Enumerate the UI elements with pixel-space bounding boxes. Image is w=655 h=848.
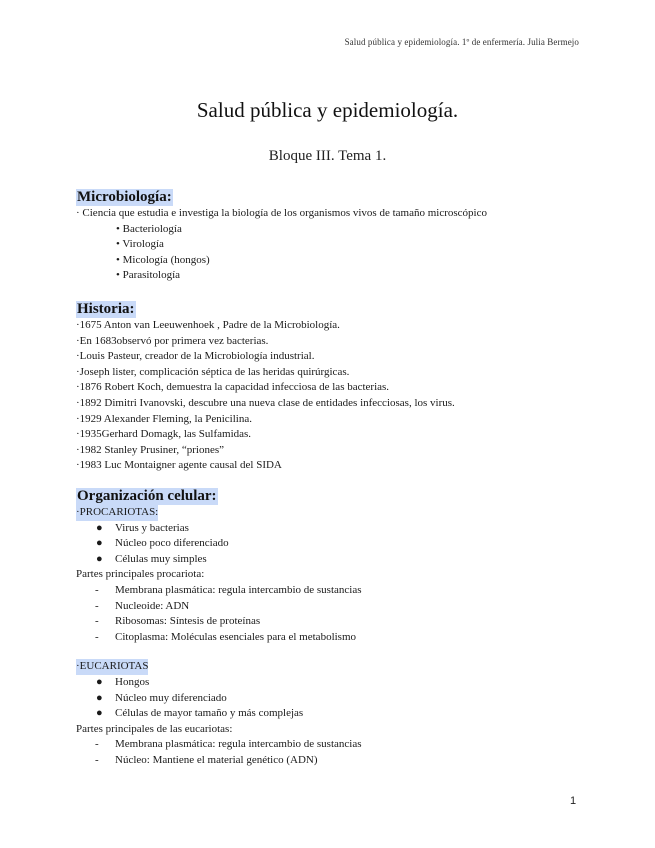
dash-icon: - xyxy=(95,615,99,628)
list-item: - Membrana plasmática: regula intercambio de sustancias xyxy=(76,737,596,753)
history-item: ·En 1683observó por primera vez bacterias. xyxy=(76,334,269,347)
branch-item: • Bacteriología xyxy=(116,222,182,235)
document-title: Salud pública y epidemiología. xyxy=(196,98,459,122)
section-microbiologia xyxy=(76,188,596,284)
eucariotas-label: ·EUCARIOTAS xyxy=(76,659,148,675)
list-item: - Nucleoide: ADN xyxy=(76,599,596,615)
document-subtitle: Bloque III. Tema 1. xyxy=(268,148,387,164)
list-item: ● Hongos xyxy=(76,675,596,691)
procariotas-label: ·PROCARIOTAS: xyxy=(76,505,158,521)
dash-icon: - xyxy=(95,583,99,596)
section-organizacion xyxy=(76,487,596,769)
history-item: ·1876 Robert Koch, demuestra la capacidad infecciosa de las bacterias. xyxy=(76,381,390,394)
definition-line: · Ciencia que estudia e investiga la biología de los organismos vivos de tamaño microscópico xyxy=(76,207,487,219)
dash-icon: - xyxy=(95,753,99,766)
section-heading-historia: Historia: xyxy=(77,301,135,317)
list-item: - Ribosomas: Síntesis de proteínas xyxy=(76,614,596,630)
section-heading-microbiologia: Microbiología: xyxy=(77,189,172,205)
page-number: 1 xyxy=(570,795,577,807)
list-item: ● Células de mayor tamaño y más complejas xyxy=(76,706,596,722)
bullet-icon: ● xyxy=(96,537,103,550)
parts-heading: Partes principales procariota: xyxy=(76,568,205,581)
history-item: ·Joseph lister, complicación séptica de las heridas quirúrgicas. xyxy=(76,365,350,378)
list-item: ● Células muy simples xyxy=(76,552,596,568)
list-item: ● Núcleo poco diferenciado xyxy=(76,536,596,552)
bullet-icon: ● xyxy=(96,521,103,534)
bullet-icon: ● xyxy=(96,707,103,720)
bullet-icon: ● xyxy=(96,552,103,565)
section-heading-organizacion: Organización celular: xyxy=(77,488,217,504)
branch-item: • Micología (hongos) xyxy=(116,253,210,266)
history-item: ·1929 Alexander Fleming, la Penicilina. xyxy=(76,412,252,425)
history-item: ·1935Gerhard Domagk, las Sulfamidas. xyxy=(76,428,252,441)
branch-item: • Virología xyxy=(116,238,164,251)
section-historia xyxy=(76,300,596,474)
list-item: - Núcleo: Mantiene el material genético (ADN) xyxy=(76,753,596,769)
history-item: ·1892 Dimitri Ivanovski, descubre una nueva clase de entidades infecciosas, los virus. xyxy=(76,396,455,409)
list-item: - Membrana plasmática: regula intercambio de sustancias xyxy=(76,583,596,599)
list-item: ● Virus y bacterias xyxy=(76,521,596,537)
list-item: - Citoplasma: Moléculas esenciales para el metabolismo xyxy=(76,630,596,646)
list-item: ● Núcleo muy diferenciado xyxy=(76,691,596,707)
history-item: ·1982 Stanley Prusiner, “priones” xyxy=(76,443,225,456)
bullet-icon: ● xyxy=(96,691,103,704)
dash-icon: - xyxy=(95,599,99,612)
branch-item: • Parasitología xyxy=(116,269,181,282)
page-header: Salud pública y epidemiología. 1º de enfermería. Julia Bermejo xyxy=(344,37,579,47)
history-item: ·1675 Anton van Leeuwenhoek , Padre de la Microbiología. xyxy=(76,319,340,331)
bullet-icon: ● xyxy=(96,675,103,688)
dash-icon: - xyxy=(95,630,99,643)
history-item: ·Louis Pasteur, creador de la Microbiología industrial. xyxy=(76,350,315,363)
history-item: ·1983 Luc Montaigner agente causal del SIDA xyxy=(76,459,282,472)
dash-icon: - xyxy=(95,738,99,751)
parts-heading: Partes principales de las eucariotas: xyxy=(76,722,233,735)
